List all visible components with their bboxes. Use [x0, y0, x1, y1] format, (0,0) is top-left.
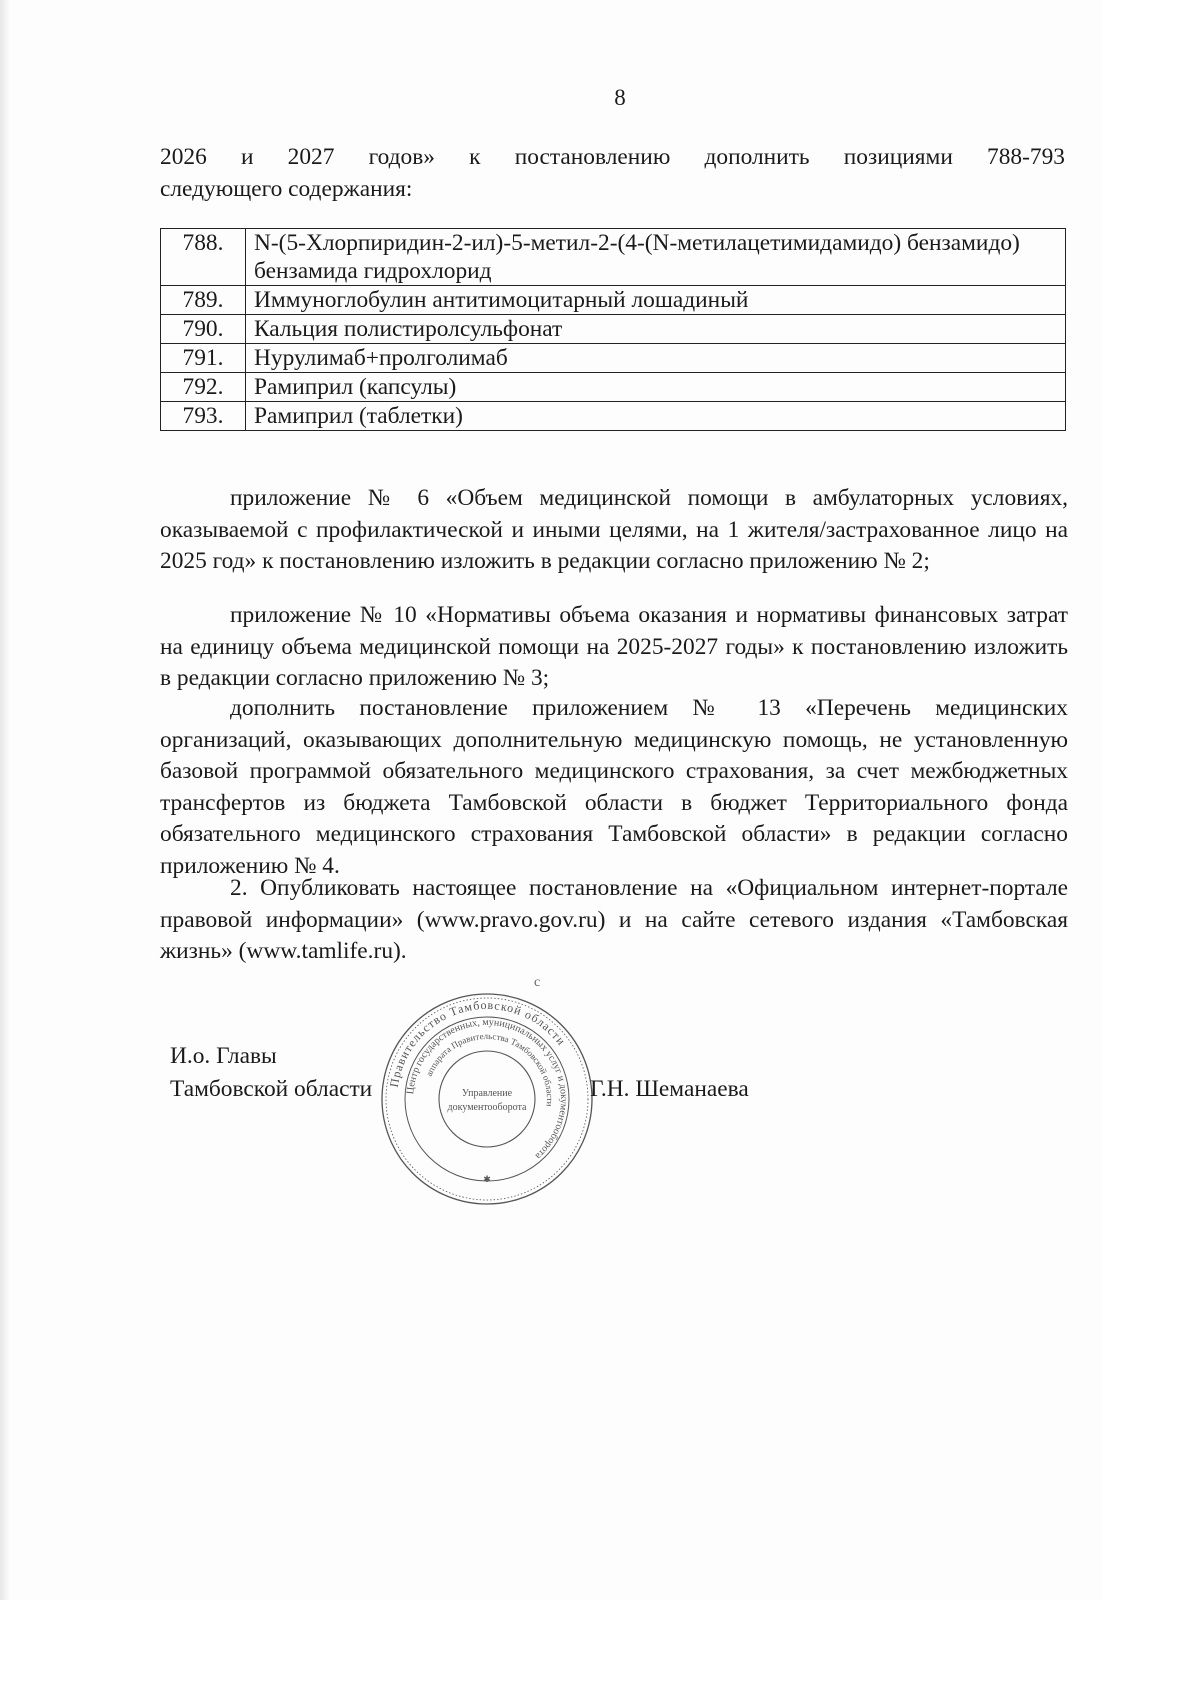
paragraph-appendix-6 [160, 483, 1068, 578]
row-number: 790. [161, 315, 246, 344]
row-number: 793. [161, 402, 246, 431]
row-name: Рамиприл (капсулы) [246, 373, 1066, 402]
paragraph-text: 2. Опубликовать настоящее постановление на «Официальном интернет-портале правовой информации» (www.pravo.gov.ru) и на сайте сетевого издания «Тамбовская жизнь» (www.tamlife.ru). [160, 875, 1068, 964]
row-number: 788. [161, 229, 246, 286]
seal-center-line-2: документооборота [447, 1102, 527, 1113]
intro-line-2: следующего содержания: [160, 176, 413, 202]
medications-table [160, 228, 1066, 431]
seal-center-line-1: Управление [461, 1088, 513, 1099]
seal-inner-text: аппарата Правительства Тамбовской области [423, 1030, 556, 1107]
seal-middle-text: Центр государственных, муниципальных услуг и документооборота [405, 1016, 570, 1162]
row-name: Иммуноглобулин антитимоцитарный лошадиный [246, 286, 1066, 315]
official-seal [378, 990, 596, 1208]
row-name: Рамиприл (таблетки) [246, 402, 1066, 431]
signature-title-line-2: Тамбовской области [170, 1076, 373, 1102]
paragraph-appendix-13 [160, 693, 1068, 882]
table-row [161, 229, 1066, 286]
intro-line-1: 2026 и 2027 годов» к постановлению дополнить позициями 788-793 [160, 144, 1065, 170]
paragraph-text: приложение № 10 «Нормативы объема оказания и нормативы финансовых затрат на единицу объема медицинской помощи на 2025-2027 годы» к постановлению изложить в редакции согласно приложению № 3; [160, 602, 1068, 691]
table-row [161, 402, 1066, 431]
row-name: N-(5-Хлорпиридин-2-ил)-5-метил-2-(4-(N-метилацетимидамидо) бензамидо) бензамида гидрохлорид [246, 229, 1066, 286]
table-row [161, 315, 1066, 344]
seal-outer-text: Правительство Тамбовской области [386, 997, 569, 1089]
seal-star-icon: ✱ [483, 1175, 491, 1185]
row-number: 792. [161, 373, 246, 402]
row-name: Кальция полистиролсульфонат [246, 315, 1066, 344]
row-number: 789. [161, 286, 246, 315]
row-number: 791. [161, 344, 246, 373]
row-name: Нурулимаб+пролголимаб [246, 344, 1066, 373]
table-row [161, 286, 1066, 315]
stray-mark: c [534, 975, 541, 990]
paragraph-publish [160, 873, 1068, 968]
paragraph-appendix-10 [160, 600, 1068, 695]
paragraph-text: приложение № 6 «Объем медицинской помощи в амбулаторных условиях, оказываемой с профилактической и иными целями, на 1 жителя/застрахованное лицо на 2025 год» к постановлению изложить в редакции согласно приложению № 2; [160, 485, 1068, 574]
signature-name: Г.Н. Шеманаева [590, 1076, 749, 1102]
scan-edge-shadow [0, 0, 10, 1600]
signature-title-line-1: И.о. Главы [170, 1043, 277, 1069]
table-row [161, 373, 1066, 402]
page-number: 8 [614, 85, 626, 110]
table-row [161, 344, 1066, 373]
signature-title [170, 1040, 372, 1106]
paragraph-text: дополнить постановление приложением № 13 «Перечень медицинских организаций, оказывающих дополнительную медицинскую помощь, не установленную базовой программой обязательного медицинского страхования, за счет межбюджетных трансфертов из бюджета Тамбовской области в бюджет Территориального фонда обязательного медицинского страхования Тамбовской области» в редакции согласно приложению № 4. [160, 695, 1068, 879]
